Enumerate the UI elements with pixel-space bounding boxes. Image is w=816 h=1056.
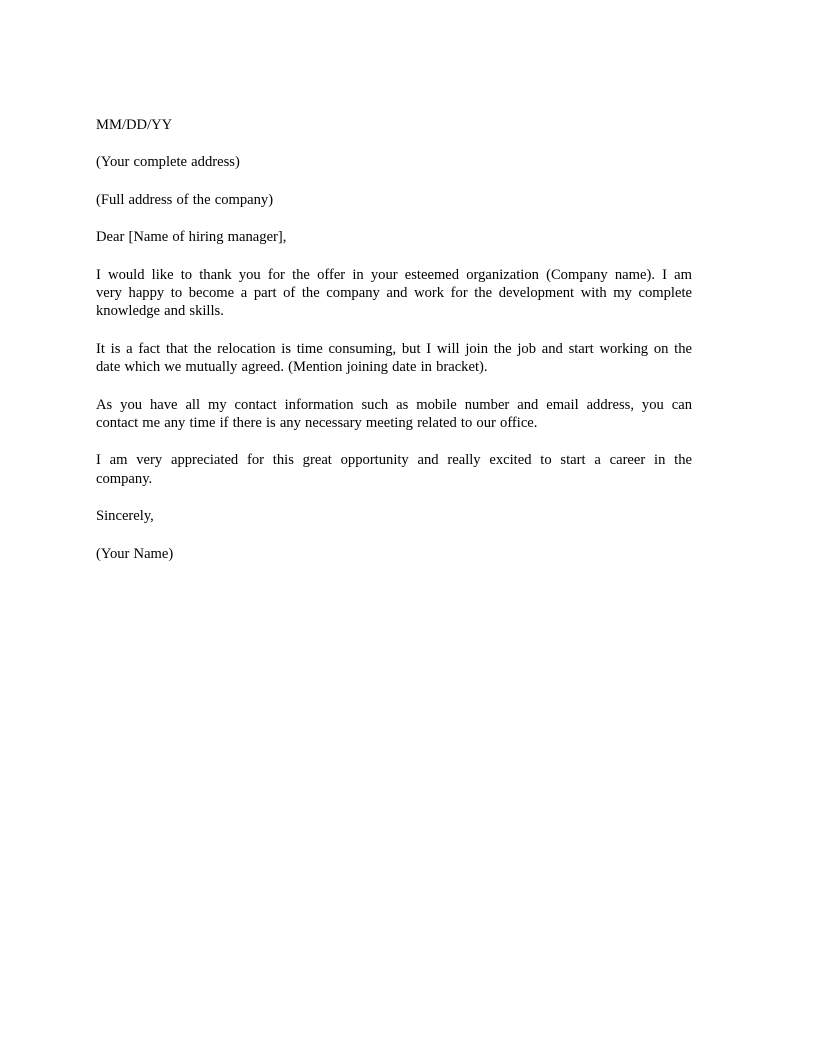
paragraph-line: I am very appreciated for this great opportunity and really excited to start a career in the (96, 452, 692, 469)
paragraph-line: very happy to become a part of the company and work for the development with my complete (96, 285, 692, 302)
closing: Sincerely, (96, 508, 154, 525)
body-paragraph-joining-date (96, 340, 692, 377)
signature: (Your Name) (96, 545, 174, 562)
paragraph-line: I would like to thank you for the offer in your esteemed organization (Company name). I am (96, 266, 692, 283)
paragraph-line: knowledge and skills. (96, 303, 224, 320)
body-paragraph-contact (96, 396, 692, 433)
body-paragraph-appreciation (96, 451, 692, 488)
paragraph-line: date which we mutually agreed. (Mention joining date in bracket). (96, 359, 488, 376)
paragraph-line: contact me any time if there is any necessary meeting related to our office. (96, 415, 538, 432)
paragraph-line: company. (96, 470, 153, 487)
paragraph-line: As you have all my contact information such as mobile number and email address, you can (96, 396, 692, 413)
letter-date: MM/DD/YY (96, 117, 173, 133)
sender-address: (Your complete address) (96, 154, 240, 171)
letter-page (96, 116, 692, 582)
salutation: Dear [Name of hiring manager], (96, 229, 287, 246)
body-paragraph-thanks (96, 266, 692, 321)
company-address: (Full address of the company) (96, 191, 274, 208)
paragraph-line: It is a fact that the relocation is time consuming, but I will join the job and start working on the (96, 340, 692, 357)
